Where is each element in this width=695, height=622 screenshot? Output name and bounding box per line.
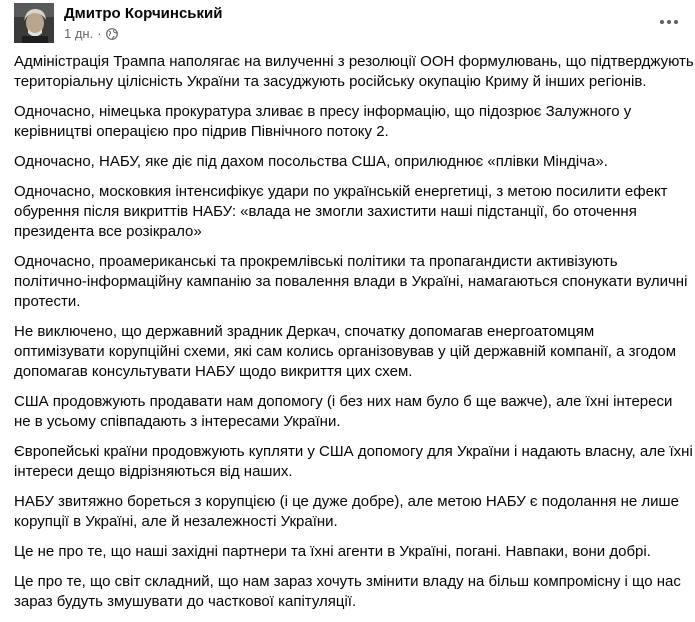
- paragraph-line: територіальну цілісність України та засуджують російську окупацію Криму й інших регіонів.: [14, 73, 647, 90]
- post-paragraph: [14, 442, 693, 482]
- post-paragraph: [14, 322, 686, 382]
- post-paragraph: [14, 572, 686, 612]
- post-paragraph: [14, 102, 686, 142]
- post-paragraph: [14, 182, 686, 242]
- paragraph-line: США продовжують продавати нам допомогу (і без них нам було б ще важче), але їхні інтереси: [14, 393, 673, 410]
- paragraph-line: Це про те, що світ складний, що нам зараз хочуть змінити владу на більш компромісну і що нас: [14, 573, 681, 590]
- avatar-photo: [14, 3, 54, 43]
- paragraph-line: не в усьому співпадають з інтересами України.: [14, 413, 341, 430]
- paragraph-line: протести.: [14, 293, 81, 310]
- paragraph-line: Одночасно, НАБУ, яке діє під дахом посольства США, оприлюднює «плівки Міндіча».: [14, 153, 608, 170]
- paragraph-line: президента все розікрало»: [14, 223, 202, 240]
- paragraph-line: НАБУ звитяжно бореться з корупцією (і це дуже добре), але метою НАБУ є подолання не лише: [14, 493, 679, 510]
- post-paragraph: [14, 52, 694, 92]
- more-options-icon: [659, 19, 679, 25]
- paragraph-line: оптимізувати корупційні схеми, які сам колись організовував у цій державній компанії, а згодом: [14, 343, 677, 360]
- paragraph-line: Адміністрація Трампа наполягає на вилученні з резолюції ООН формулювань, що підтверджують: [14, 53, 694, 70]
- post-paragraph: [14, 492, 686, 532]
- post-meta: [64, 26, 118, 41]
- paragraph-line: політично-інформаційну кампанію за повалення влади в Україні, намагаються спонукати вуличні: [14, 273, 688, 290]
- meta-separator: ·: [97, 26, 102, 41]
- post-body: [14, 52, 694, 622]
- paragraph-line: обурення після викриттів НАБУ: «влада не змогли захистити наші підстанції, бо оточення: [14, 203, 637, 220]
- author-avatar[interactable]: [14, 3, 54, 43]
- post-paragraph: [14, 392, 686, 432]
- paragraph-line: інтереси дещо відрізняються від наших.: [14, 463, 293, 480]
- paragraph-line: Європейські країни продовжують купляти у США допомогу для України і надають власну, але їхні: [14, 443, 693, 460]
- post-paragraph: [14, 542, 686, 562]
- paragraph-line: допомагав консультувати НАБУ щодо викриття цих схем.: [14, 363, 413, 380]
- paragraph-line: керівництві операцією про підрив Північного потоку 2.: [14, 123, 389, 140]
- paragraph-line: Одночасно, німецька прокуратура зливає в пресу інформацію, що підозрює Залужного у: [14, 103, 632, 120]
- paragraph-line: Одночасно, московкия інтенсифікує удари по українській енергетиці, з метою посилити ефект: [14, 183, 668, 200]
- more-options-button[interactable]: [655, 10, 683, 34]
- paragraph-line: Це не про те, що наші західні партнери та їхні агенти в Україні, погані. Навпаки, вони добрі.: [14, 543, 651, 560]
- globe-icon: [106, 28, 118, 40]
- author-name[interactable]: Дмитро Корчинський: [64, 5, 223, 22]
- post-paragraph: [14, 252, 686, 312]
- paragraph-line: зараз будуть змушувати до часткової капітуляції.: [14, 593, 357, 610]
- post-paragraph: [14, 152, 686, 172]
- paragraph-line: Одночасно, проамериканські та прокремлівські політики та пропагандисти активізують: [14, 253, 618, 270]
- post-timestamp[interactable]: 1 дн.: [64, 26, 94, 41]
- paragraph-line: Не виключено, що державний зрадник Деркач, спочатку допомагав енергоатомцям: [14, 323, 595, 340]
- paragraph-line: корупції в Україні, але й незалежності України.: [14, 513, 338, 530]
